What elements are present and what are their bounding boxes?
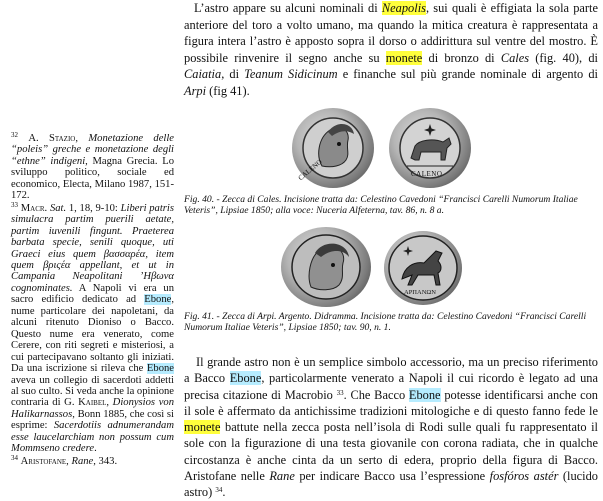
coin-arpi-reverse	[384, 231, 462, 305]
text-span: e finanche sul più grande nominale di argento di	[337, 67, 598, 82]
place-arpi: Arpi	[184, 83, 207, 98]
text-span: potesse identificarsi anche con il sole è affermato da antichissime tradizioni mitologiche e di questo fanno fede le	[184, 387, 598, 418]
author: G. Kaibel	[64, 397, 107, 409]
text-span: ,	[106, 397, 113, 409]
highlight-ebone: Ebone	[144, 294, 172, 306]
text-span: battute nella zecca posta nell’isola di Rodi sulle quali fu rappresentato il sole con la figurazione di una testa giovanile con corona radiata, che in qualche circostanza è anche cinta da un serto di edera, proprio della figura di Bacco. Aristofane nelle	[184, 420, 598, 484]
text-span: , 343.	[93, 455, 118, 467]
text-span: .	[94, 443, 97, 455]
text-span: , di	[221, 67, 245, 82]
text-span: A Napoli vi era un sacro edificio dedicato ad	[11, 282, 174, 306]
text-span: aveva un collegio di sacerdoti addetti al suo culto. Si veda anche la opinione contraria di	[11, 374, 174, 409]
text-span: , particolarmente venerato a Napoli il cui ricordo è legato ad una precisa citazione di Macrobio	[184, 371, 598, 402]
highlight-ebone: Ebone	[146, 363, 174, 375]
work-title: Rane	[71, 455, 94, 467]
title-rane: Rane	[269, 469, 295, 484]
highlight-ebone: Ebone	[408, 387, 441, 402]
footnote-number: 33	[11, 200, 18, 209]
main-column	[184, 0, 598, 501]
persephone-head-icon	[281, 227, 371, 307]
text-span: , nume particolare dei napoletani, da alcuni ritenuto Dioniso o Bacco. Questo nume era venerato, come Cerere, con riti segreti e misteriosi, a cui partecipavano soltanto gli iniziati. Da una iscrizione si rileva che	[11, 294, 174, 375]
highlight-neapolis: Neapolis	[381, 1, 426, 15]
author: Aristofane	[20, 455, 67, 467]
footnote-32: $^{32}$ A. Stazio, Monetazione delle “poleis” greche e monetazione degli “ethne” indigeni, Magna Grecia. Lo sviluppo politico, sociale ed economico, Electa, Milano 1987, 151-172.	[11, 131, 175, 202]
author: A. Stazio	[28, 133, 76, 144]
text-span: (fig 41).	[206, 83, 250, 98]
figure-40	[184, 106, 598, 194]
text-span: (lucido astro)	[184, 469, 598, 500]
coin-legend: CALENO	[411, 169, 443, 178]
text-span: , sui quali è effigiata la sola parte anteriore del toro a volto umano, ma quando la mitica creatura è rappresentata a figura intera l’astro è apposto sopra il dorso o addirittura sul ventre del mostro. È possibile rinvenire il segno anche su	[184, 1, 598, 65]
author: Macr.	[20, 202, 48, 214]
highlight-monete: monete	[184, 420, 221, 435]
highlight-ebone: Ebone	[229, 371, 262, 386]
work-title: Monetazione delle “poleis” greche e monetazione degli “ethne” indigeni	[11, 133, 175, 167]
work-title: Dionysios von Halikarnassos	[11, 397, 174, 420]
footnotes-column	[11, 133, 174, 467]
place-cales: Cales	[500, 50, 530, 65]
highlight-monete: monete	[385, 50, 423, 65]
footnote-ref-33[interactable]: 33	[336, 388, 344, 397]
text-span: . Che Bacco	[343, 387, 409, 402]
paragraph-ebone	[184, 354, 598, 501]
footnote-ref-34[interactable]: 34	[215, 486, 223, 495]
footnote-number: 34	[11, 453, 18, 462]
text-span: , Bonn 1885, che così si esprime:	[11, 408, 174, 432]
paragraph-coins	[184, 0, 598, 100]
text-span: , Magna Grecia. Lo sviluppo politico, sociale ed economico, Electa, Milano 1987, 151-172.	[11, 155, 174, 202]
caption-fig40: Fig. 40. - Zecca di Cales. Incisione tratta da: Celestino Cavedoni “Francisci Carelli Numorum Italiae Veteris”, Lipsiae 1850; alla voce: Nuceria Alfeterna, tav. 86, n. 8 a.	[184, 193, 578, 217]
text-span: di bronzo di	[422, 50, 501, 65]
footnote-33	[11, 200, 174, 455]
latin-quote: Liberi patris simulacra partim puerili aetate, partim iuvenili fingunt. Praeterea barbata specie, senili quoque, uti Graeci eius quem βασσαρέα, item quem βριςέα appellant, et ut in Campania Neapolitani ’Ηβωνα cognominates.	[11, 202, 174, 294]
place-caiatia: Caiatia	[184, 67, 222, 82]
figure-41	[184, 227, 598, 309]
footnote-number: 32	[11, 131, 18, 139]
text-span: 1, 18, 9-10:	[66, 202, 121, 214]
work-title: Sat.	[49, 202, 67, 214]
place-teanum: Teanum Sidicinum	[244, 67, 338, 82]
coin-cales-reverse	[389, 108, 471, 188]
coin-cales-obverse	[292, 108, 374, 188]
coin-legend: ΑΡΠΑΝΩΝ	[404, 288, 436, 296]
text-span: (fig. 40), di	[529, 50, 598, 65]
text-span: per indicare Bacco usa l’espressione	[294, 469, 490, 484]
term-fosforos: fosfóros astér	[489, 469, 559, 484]
text-span: .	[222, 485, 226, 500]
coin-arpi-obverse	[281, 227, 371, 307]
coin-legend: CALENO	[296, 157, 324, 182]
text-span: L’astro appare su alcuni nominali di	[194, 1, 382, 15]
text-span: Il grande astro non è un semplice simbolo accessorio, ma un preciso riferimento a Bacco	[184, 354, 598, 386]
latin-quote: Sacerdotiis adnumerandam esse laucelarchiam non possum cum Mommseno credere	[11, 420, 174, 455]
caption-fig41: Fig. 41. - Zecca di Arpi. Argento. Didramma. Incisione tratta da: Celestino Cavedoni “Francisci Carelli Numorum Italiae Veteris”, Lipsiae 1850; tav. 90, n. 1.	[184, 310, 587, 334]
footnote-34: $^{34}$ Aristofane, Rane, 343.	[11, 453, 118, 467]
